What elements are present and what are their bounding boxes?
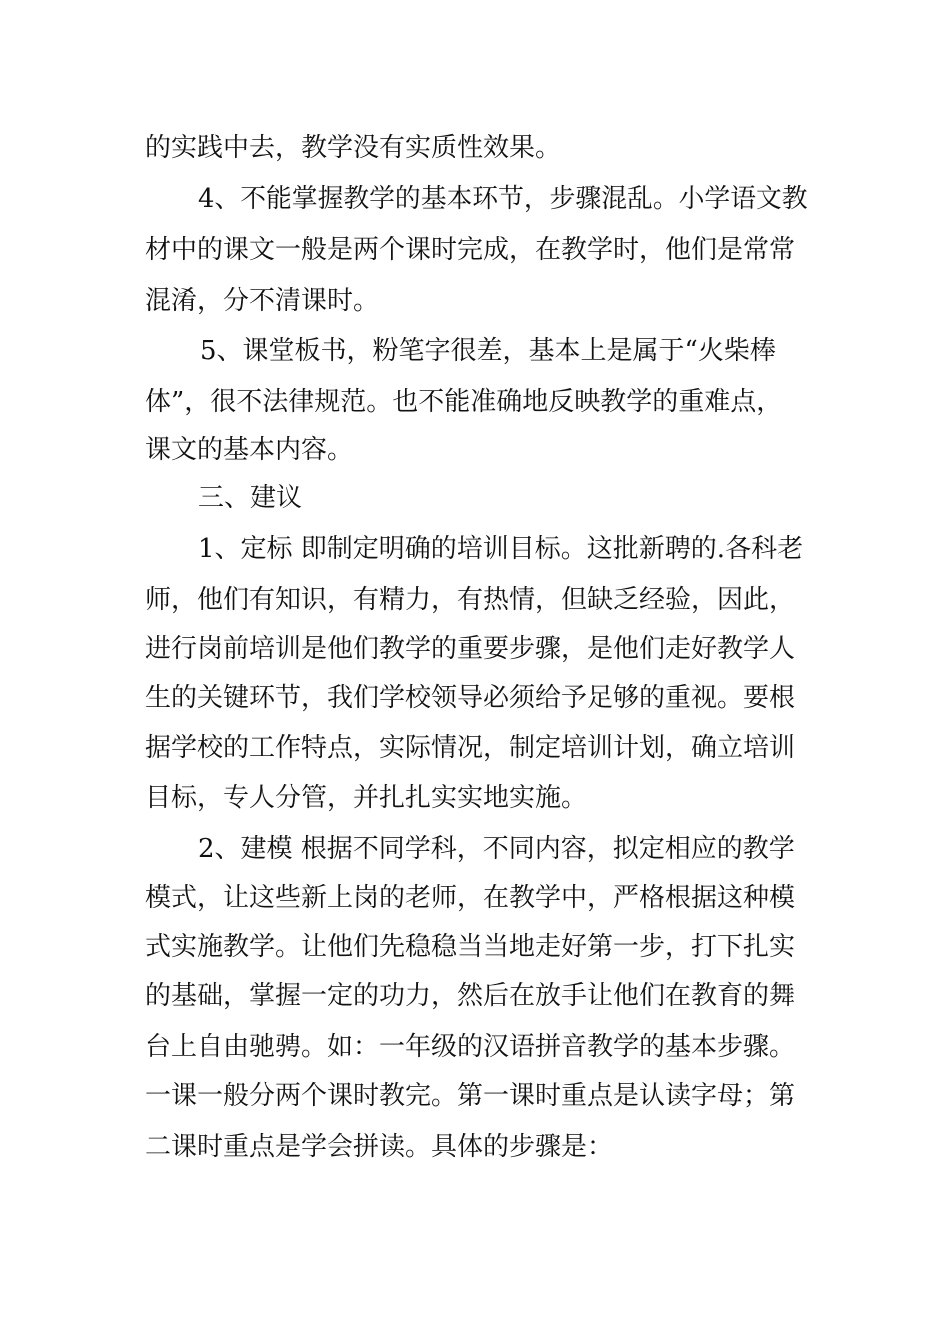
text-line: 台上自由驰骋。如：一年级的汉语拼音教学的基本步骤。 — [145, 1032, 796, 1062]
text-line: 二课时重点是学会拼读。具体的步骤是： — [145, 1132, 614, 1162]
text-line: 目标，专人分管，并扎扎实实地实施。 — [145, 783, 588, 813]
text-line: 生的关键环节，我们学校领导必须给予足够的重视。要根 — [145, 683, 796, 713]
text-line: 5、课堂板书，粉笔字很差，基本上是属于“火柴棒 — [200, 336, 776, 366]
text-line: 的基础，掌握一定的功力，然后在放手让他们在教育的舞 — [145, 981, 796, 1011]
text-line: 4、不能掌握教学的基本环节，步骤混乱。小学语文教 — [198, 184, 808, 214]
text-line: 进行岗前培训是他们教学的重要步骤，是他们走好教学人 — [145, 634, 796, 664]
text-line: 体”，很不法律规范。也不能准确地反映教学的重难点， — [145, 387, 783, 417]
text-line: 师，他们有知识，有精力，有热情，但缺乏经验，因此， — [145, 585, 796, 615]
text-line: 据学校的工作特点，实际情况，制定培训计划，确立培训 — [145, 733, 796, 763]
text-line: 式实施教学。让他们先稳稳当当地走好第一步，打下扎实 — [145, 932, 796, 962]
text-line: 1、定标 即制定明确的培训目标。这批新聘的.各科老 — [198, 534, 804, 564]
text-line: 课文的基本内容。 — [145, 435, 354, 465]
text-line: 2、建模 根据不同学科，不同内容，拟定相应的教学 — [198, 834, 795, 864]
text-line: 的实践中去，教学没有实质性效果。 — [145, 133, 562, 163]
text-line: 混淆，分不清课时。 — [145, 286, 380, 316]
text-line: 模式，让这些新上岗的老师，在教学中，严格根据这种模 — [145, 883, 796, 913]
text-line: 材中的课文一般是两个课时完成，在教学时，他们是常常 — [145, 235, 796, 265]
section-heading: 三、建议 — [198, 483, 303, 513]
text-line: 一课一般分两个课时教完。第一课时重点是认读字母；第 — [145, 1081, 796, 1111]
